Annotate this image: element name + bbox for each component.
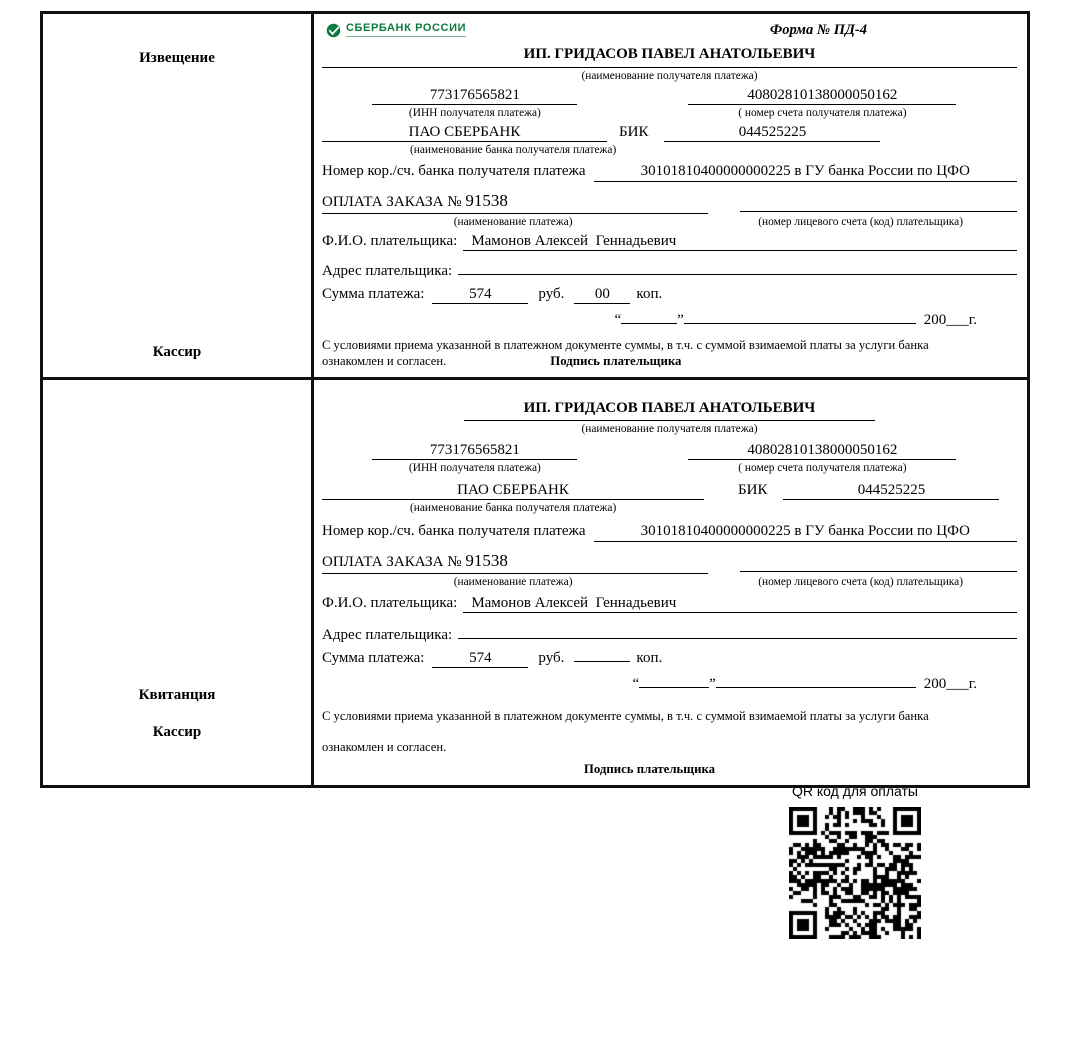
- sum-rub-value: 574: [432, 286, 528, 304]
- terms-line1: С условиями приема указанной в платежном документе суммы, в т.ч. с суммой взимаемой платы за услуги банка: [322, 338, 929, 352]
- receipt-section: [43, 380, 1027, 785]
- notice-left-cell: [43, 14, 314, 377]
- inn-account-captions: [322, 107, 1017, 119]
- bank-caption: (наименование банка получателя платежа): [409, 144, 617, 156]
- purpose-number: 91538: [465, 191, 508, 210]
- account-value: 40802810138000050162: [688, 442, 956, 460]
- bik-label: БИК: [619, 124, 649, 140]
- terms-line2: ознакомлен и согласен.: [322, 740, 447, 755]
- sberbank-logo: [326, 22, 466, 38]
- cashier-label: Кассир: [152, 343, 202, 360]
- kop-label: коп.: [636, 286, 663, 302]
- signature-label: Подпись плательщика: [583, 762, 716, 777]
- corr-account-label: Номер кор./сч. банка получателя платежа: [322, 522, 586, 539]
- payment-sum-label: Сумма платежа:: [322, 286, 425, 302]
- purpose-row: [322, 191, 1017, 214]
- quote-open: “: [614, 312, 622, 328]
- personal-account-caption: (номер лицевого счета (код) плательщика): [758, 575, 963, 588]
- account-caption: ( номер счета получателя платежа): [738, 107, 907, 119]
- payer-name-value: Мамонов Алексей Геннадьевич: [463, 595, 1017, 613]
- bank-name-value: ПАО СБЕРБАНК: [322, 482, 704, 500]
- cashier-label: Кассир: [152, 724, 202, 741]
- rub-label: руб.: [538, 286, 565, 302]
- payment-purpose: [322, 551, 708, 574]
- inn-account-row: [322, 442, 1017, 460]
- sberbank-logo-text: СБЕРБАНК РОССИИ: [346, 22, 467, 34]
- corr-account-value: 30101810400000000225 в ГУ банка России по ЦФО: [594, 523, 1017, 542]
- receipt-left-cell: [43, 380, 314, 785]
- bik-value: 044525225: [783, 482, 999, 500]
- account-value: 40802810138000050162: [688, 87, 956, 105]
- terms-line2-row: [322, 354, 1017, 369]
- inn-account-row: [322, 87, 1017, 105]
- sum-row: [322, 286, 1017, 304]
- qr-code-image: [789, 807, 921, 939]
- personal-account-blank: [740, 211, 1017, 212]
- bank-name-value: ПАО СБЕРБАНК: [322, 124, 607, 142]
- payer-name-label: Ф.И.О. плательщика:: [322, 233, 458, 249]
- payment-purpose: [322, 191, 708, 214]
- personal-account-caption: (номер лицевого счета (код) плательщика): [758, 216, 963, 228]
- sum-rub-value: 574: [432, 650, 528, 668]
- payer-name-row: [322, 595, 1017, 613]
- recipient-caption: (наименование получателя платежа): [581, 422, 758, 435]
- bank-row: [322, 482, 1017, 500]
- purpose-prefix: ОПЛАТА ЗАКАЗА №: [322, 194, 462, 210]
- payer-address-label: Адрес плательщика:: [322, 626, 453, 643]
- date-year-suffix: 200___г.: [923, 312, 977, 328]
- purpose-number: 91538: [465, 550, 508, 570]
- sum-kop-value: [574, 661, 630, 662]
- notice-body: [314, 14, 1027, 377]
- quote-close: ”: [677, 312, 684, 328]
- payer-address-value: [458, 257, 1017, 275]
- payment-name-caption: (наименование платежа): [453, 216, 573, 228]
- bank-row: [322, 124, 1017, 142]
- payer-address-row: [322, 257, 1017, 280]
- payer-address-row: [322, 621, 1017, 644]
- purpose-row: [322, 551, 1017, 574]
- kop-label: коп.: [636, 649, 663, 666]
- payment-sum-label: Сумма платежа:: [322, 649, 425, 666]
- purpose-captions: [322, 216, 1017, 228]
- sum-row: [322, 650, 1017, 668]
- inn-caption: (ИНН получателя платежа): [408, 461, 541, 474]
- pd4-payment-form: [40, 11, 1030, 788]
- rub-label: руб.: [538, 649, 565, 666]
- notice-label: Извещение: [139, 50, 215, 66]
- bik-value: 044525225: [664, 124, 880, 142]
- quote-close: ”: [709, 675, 716, 692]
- corr-account-value: 30101810400000000225 в ГУ банка России по ЦФО: [594, 163, 1017, 182]
- payment-name-caption: (наименование платежа): [453, 575, 573, 588]
- date-row: [322, 676, 1017, 693]
- payer-name-value: Мамонов Алексей Геннадьевич: [463, 233, 1017, 251]
- payer-address-value: [458, 621, 1017, 639]
- payer-name-row: [322, 233, 1017, 251]
- corr-account-row: [322, 523, 1017, 542]
- form-number: Форма № ПД-4: [769, 22, 867, 38]
- qr-caption: QR код для оплаты: [791, 783, 918, 799]
- purpose-captions: [322, 576, 1017, 588]
- corr-account-label: Номер кор./сч. банка получателя платежа: [322, 163, 586, 179]
- inn-value: 773176565821: [372, 87, 577, 105]
- sberbank-emblem-icon: [326, 23, 341, 38]
- payer-name-label: Ф.И.О. плательщика:: [322, 594, 458, 611]
- notice-header-row: [322, 20, 1017, 44]
- recipient-name: ИП. ГРИДАСОВ ПАВЕЛ АНАТОЛЬЕВИЧ: [464, 400, 876, 421]
- sum-kop-value: 00: [574, 286, 630, 304]
- qr-block: [786, 783, 924, 939]
- date-month-blank: [684, 323, 916, 324]
- inn-account-captions: [322, 462, 1017, 474]
- signature-label: Подпись плательщика: [550, 353, 682, 368]
- date-year-suffix: 200___г.: [923, 675, 977, 692]
- terms-line1: С условиями приема указанной в платежном документе суммы, в т.ч. с суммой взимаемой платы за услуги банка: [322, 708, 929, 723]
- recipient-name-wrap: [322, 400, 1017, 421]
- date-row: [322, 312, 1017, 329]
- inn-value: 773176565821: [372, 442, 577, 460]
- notice-section: [43, 14, 1027, 380]
- recipient-name: ИП. ГРИДАСОВ ПАВЕЛ АНАТОЛЬЕВИЧ: [322, 46, 1017, 68]
- date-day-blank: [639, 687, 709, 688]
- recipient-caption: (наименование получателя платежа): [581, 70, 758, 82]
- payer-address-label: Адрес плательщика:: [322, 263, 453, 279]
- receipt-label: Квитанция: [138, 687, 216, 704]
- date-month-blank: [716, 687, 916, 688]
- quote-open: “: [632, 675, 640, 692]
- personal-account-blank: [740, 571, 1017, 572]
- sberbank-logo-rule: [346, 36, 466, 38]
- terms-line2: ознакомлен и согласен.: [322, 353, 447, 368]
- date-day-blank: [621, 323, 677, 324]
- account-caption: ( номер счета получателя платежа): [738, 461, 907, 474]
- bik-label: БИК: [738, 481, 768, 498]
- inn-caption: (ИНН получателя платежа): [408, 107, 541, 119]
- receipt-body: [314, 380, 1027, 785]
- corr-account-row: [322, 163, 1017, 182]
- purpose-prefix: ОПЛАТА ЗАКАЗА №: [322, 553, 462, 570]
- bank-caption: (наименование банка получателя платежа): [409, 501, 617, 514]
